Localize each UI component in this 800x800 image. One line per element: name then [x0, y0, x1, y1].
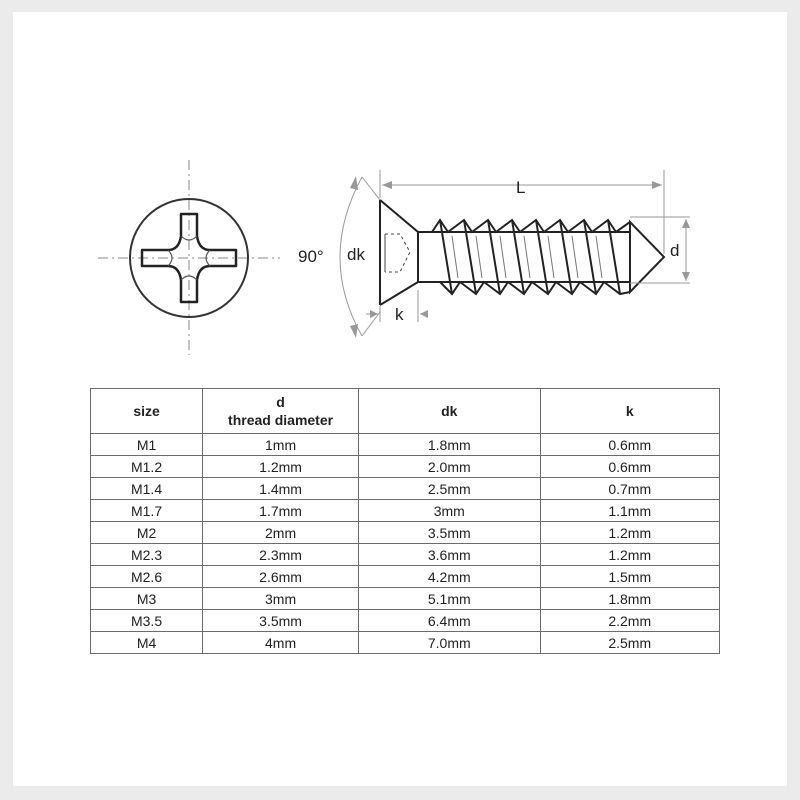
size-spec-table: [90, 388, 720, 654]
table-row: [91, 456, 720, 478]
cell-k: 2.2mm: [540, 610, 720, 632]
cell-size: M1.7: [91, 500, 203, 522]
cell-dk: 5.1mm: [359, 588, 540, 610]
cell-size: M2: [91, 522, 203, 544]
cell-k: 1.5mm: [540, 566, 720, 588]
cell-d: 4mm: [203, 632, 359, 654]
cell-size: M1.4: [91, 478, 203, 500]
cell-d: 1.4mm: [203, 478, 359, 500]
cell-d: 2mm: [203, 522, 359, 544]
header-k: k: [540, 389, 720, 434]
cell-d: 1mm: [203, 434, 359, 456]
cell-k: 0.6mm: [540, 434, 720, 456]
cell-d: 3mm: [203, 588, 359, 610]
angle-label: 90°: [298, 247, 324, 266]
cell-k: 0.6mm: [540, 456, 720, 478]
cell-size: M2.6: [91, 566, 203, 588]
cell-dk: 3.5mm: [359, 522, 540, 544]
cell-size: M3.5: [91, 610, 203, 632]
header-dk: dk: [359, 389, 540, 434]
cell-d: 2.3mm: [203, 544, 359, 566]
table-row: [91, 610, 720, 632]
cell-d: 3.5mm: [203, 610, 359, 632]
table-row: [91, 544, 720, 566]
cell-dk: 1.8mm: [359, 434, 540, 456]
table-row: [91, 588, 720, 610]
table-row: [91, 566, 720, 588]
table-header-row: [91, 389, 720, 434]
cell-d: 1.2mm: [203, 456, 359, 478]
cell-dk: 4.2mm: [359, 566, 540, 588]
cell-dk: 6.4mm: [359, 610, 540, 632]
length-label: L: [516, 178, 526, 197]
thread-diameter-label: d: [670, 241, 680, 260]
cell-dk: 3.6mm: [359, 544, 540, 566]
cell-dk: 2.5mm: [359, 478, 540, 500]
header-d-desc: thread diameter: [228, 412, 334, 428]
cell-size: M4: [91, 632, 203, 654]
cell-d: 2.6mm: [203, 566, 359, 588]
table-row: [91, 522, 720, 544]
table-row: [91, 500, 720, 522]
cell-size: M2.3: [91, 544, 203, 566]
cell-k: 1.2mm: [540, 544, 720, 566]
screw-head-top-view: [98, 160, 280, 355]
cell-size: M1: [91, 434, 203, 456]
cell-size: M1.2: [91, 456, 203, 478]
screw-side-view: [298, 170, 690, 338]
cell-dk: 7.0mm: [359, 632, 540, 654]
header-thread-diameter: [203, 389, 359, 434]
head-height-label: k: [395, 305, 404, 324]
header-size: size: [91, 389, 203, 434]
table-row: [91, 478, 720, 500]
cell-d: 1.7mm: [203, 500, 359, 522]
cell-k: 0.7mm: [540, 478, 720, 500]
cell-dk: 2.0mm: [359, 456, 540, 478]
table-row: [91, 434, 720, 456]
cell-k: 1.1mm: [540, 500, 720, 522]
header-d: d: [276, 394, 285, 410]
cell-dk: 3mm: [359, 500, 540, 522]
dk-label: dk: [347, 245, 365, 264]
cell-k: 1.8mm: [540, 588, 720, 610]
cell-k: 1.2mm: [540, 522, 720, 544]
table-row: [91, 632, 720, 654]
cell-k: 2.5mm: [540, 632, 720, 654]
cell-size: M3: [91, 588, 203, 610]
